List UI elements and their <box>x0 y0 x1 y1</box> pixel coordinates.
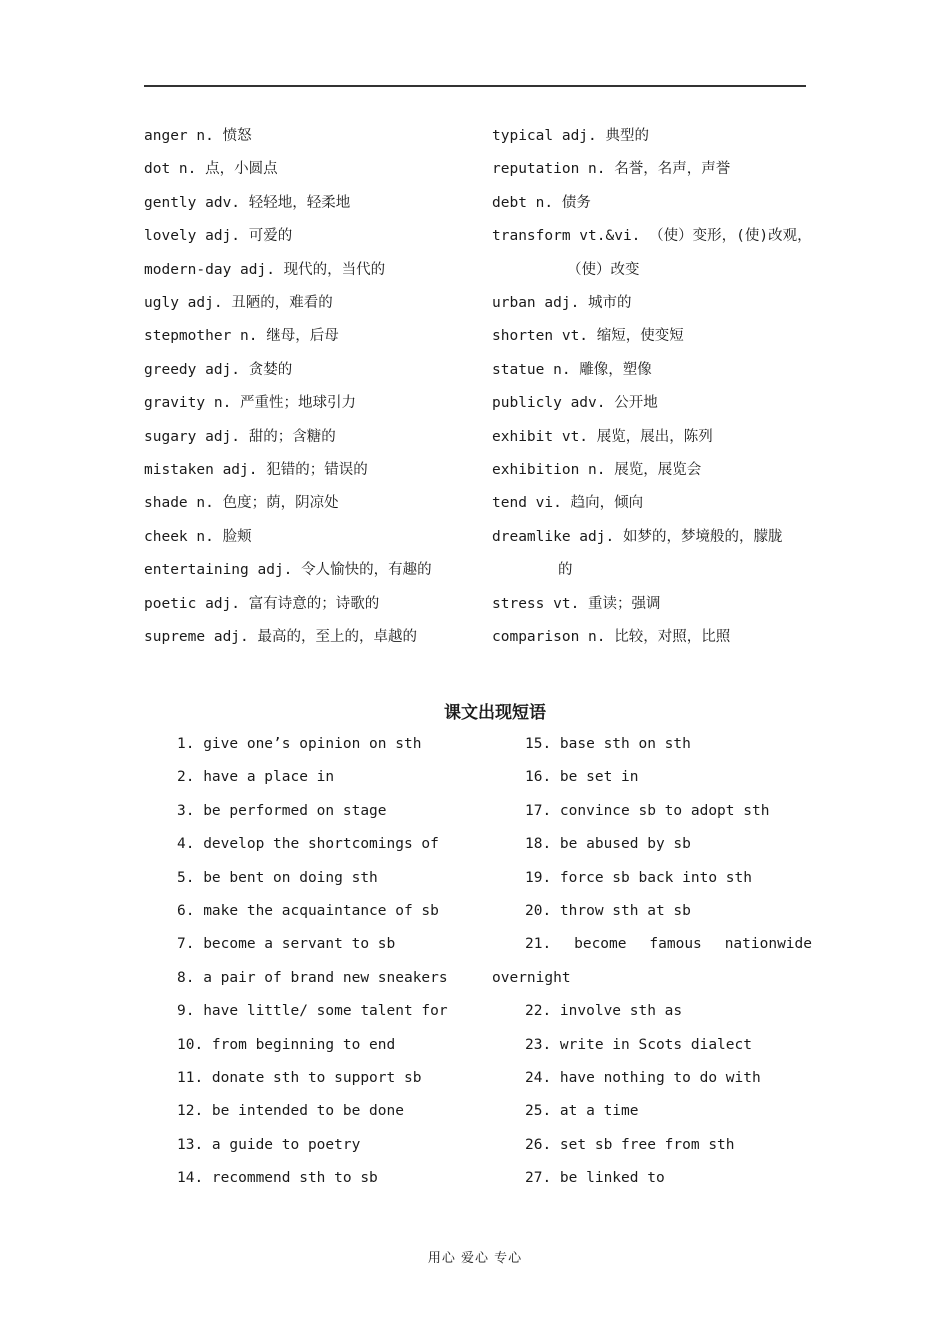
vocab-entry: lovely adj. 可爱的 <box>144 228 293 245</box>
phrase-item: 24. have nothing to do with <box>525 1070 761 1087</box>
phrase-item: 17. convince sb to adopt sth <box>525 802 770 819</box>
phrase-item: 10. from beginning to end <box>177 1036 396 1053</box>
phrase-item: 15. base sth on sth <box>525 736 691 752</box>
phrase-item: 25. at a time <box>525 1103 639 1120</box>
vocab-entry: dot n. 点，小圆点 <box>144 161 278 178</box>
vocab-entry: cheek n. 脸颊 <box>144 528 252 545</box>
vocab-entry: statue n. 雕像，塑像 <box>492 361 652 378</box>
phrase-item: 4. develop the shortcomings of <box>177 836 439 853</box>
vocab-entry: urban adj. 城市的 <box>492 295 632 312</box>
vocab-entry: modern-day adj. 现代的，当代的 <box>144 261 386 278</box>
phrase-item: 12. be intended to be done <box>177 1103 404 1120</box>
vocab-entry: entertaining adj. 令人愉快的，有趣的 <box>144 562 432 579</box>
phrases-column-right <box>492 728 812 1196</box>
vocab-entry <box>492 521 817 588</box>
phrase-item: 6. make the acquaintance of sb <box>177 903 439 920</box>
vocab-entry: shorten vt. 缩短，使变短 <box>492 328 684 345</box>
vocab-entry: reputation n. 名誉，名声，声誉 <box>492 161 731 178</box>
vocab-entry: exhibition n. 展览，展览会 <box>492 462 702 479</box>
phrase-item-line: 21. become famous nationwide <box>525 936 812 953</box>
phrase-item: 7. become a servant to sb <box>177 936 396 953</box>
phrases-column-left <box>177 728 477 1196</box>
vocab-column-left <box>144 120 474 655</box>
phrase-item: 3. be performed on stage <box>177 802 387 819</box>
page-footer: 用心 爱心 专心 <box>427 1251 523 1266</box>
phrase-item: 9. have little/ some talent for <box>177 1003 448 1020</box>
vocab-entry: exhibit vt. 展览，展出，陈列 <box>492 428 713 445</box>
vocab-entry: gravity n. 严重性；地球引力 <box>144 395 357 412</box>
phrase-item: 2. have a place in <box>177 769 335 786</box>
phrase-item: 8. a pair of brand new sneakers <box>177 969 448 986</box>
vocab-entry-continuation: 的 <box>558 562 573 579</box>
vocab-entry: tend vi. 趋向，倾向 <box>492 495 644 512</box>
vocab-entry: comparison n. 比较，对照，比照 <box>492 629 731 646</box>
vocab-entry-line: transform vt.&vi. （使）变形，(使)改观， <box>492 228 812 245</box>
vocab-entry: mistaken adj. 犯错的；错误的 <box>144 462 368 479</box>
vocab-entry-line: dreamlike adj. 如梦的，梦境般的，朦胧 <box>492 528 783 545</box>
phrase-item: 26. set sb free from sth <box>525 1136 735 1153</box>
phrase-item: 27. be linked to <box>525 1170 665 1187</box>
phrase-item: 13. a guide to poetry <box>177 1136 361 1153</box>
vocab-entry: anger n. 愤怒 <box>144 128 252 144</box>
vocab-entry: shade n. 色度；荫，阴凉处 <box>144 495 339 512</box>
phrase-item: 11. donate sth to support sb <box>177 1070 422 1087</box>
phrases-heading: 课文出现短语 <box>444 703 546 723</box>
vocab-entry: poetic adj. 富有诗意的；诗歌的 <box>144 595 380 612</box>
phrase-item-continuation: overnight <box>492 969 571 986</box>
vocab-entry: stress vt. 重读；强调 <box>492 595 661 612</box>
phrase-item: 20. throw sth at sb <box>525 903 691 920</box>
phrase-item: 18. be abused by sb <box>525 836 691 853</box>
phrase-item: 22. involve sth as <box>525 1003 683 1020</box>
vocab-entry: sugary adj. 甜的；含糖的 <box>144 428 336 445</box>
phrase-item: 19. force sb back into sth <box>525 869 752 886</box>
phrase-item: 1. give one’s opinion on sth <box>177 736 422 752</box>
vocab-entry: gently adv. 轻轻地，轻柔地 <box>144 194 351 211</box>
phrase-item <box>492 928 812 995</box>
phrase-item: 16. be set in <box>525 769 639 786</box>
header-rule <box>144 85 806 87</box>
vocab-column-right <box>492 120 817 655</box>
phrase-item: 5. be bent on doing sth <box>177 869 378 886</box>
vocab-entry: ugly adj. 丑陋的，难看的 <box>144 295 333 312</box>
phrase-item: 14. recommend sth to sb <box>177 1170 378 1187</box>
vocab-entry <box>492 220 817 287</box>
vocab-entry: greedy adj. 贪婪的 <box>144 361 293 378</box>
phrase-item: 23. write in Scots dialect <box>525 1036 752 1053</box>
vocab-entry: publicly adv. 公开地 <box>492 395 658 412</box>
vocab-entry-continuation: （使）改变 <box>567 261 640 278</box>
vocab-entry: stepmother n. 继母，后母 <box>144 328 339 345</box>
vocab-entry: debt n. 债务 <box>492 194 591 211</box>
vocab-entry: typical adj. 典型的 <box>492 128 649 144</box>
vocab-entry: supreme adj. 最高的，至上的，卓越的 <box>144 629 417 646</box>
